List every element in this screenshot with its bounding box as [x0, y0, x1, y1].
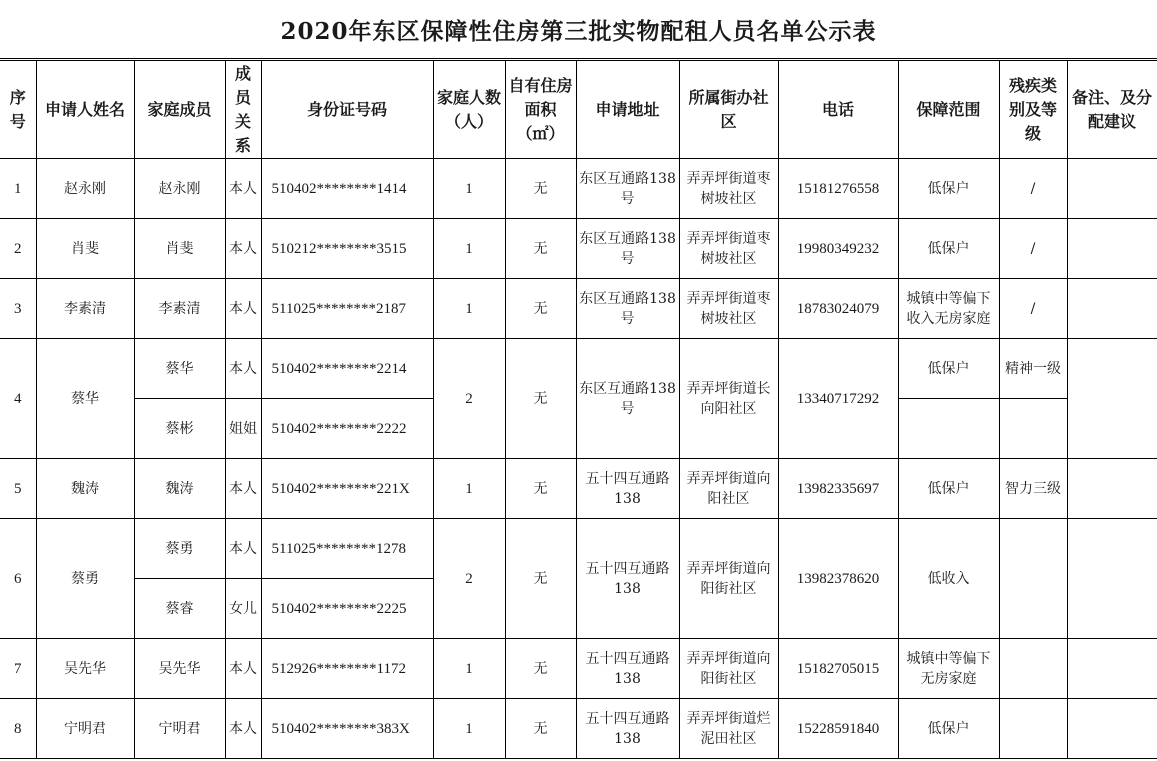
cell-count: 2 [433, 519, 505, 639]
cell-address: 五十四互通路138 [576, 639, 679, 699]
cell-community: 弄弄坪街道枣树坡社区 [679, 279, 778, 339]
cell-disability: 精神一级 [999, 339, 1067, 399]
cell-seq: 8 [0, 699, 36, 759]
cell-applicant: 魏涛 [36, 459, 134, 519]
cell-phone: 13982335697 [778, 459, 898, 519]
header-row [0, 61, 1157, 159]
cell-scope: 低保户 [898, 699, 999, 759]
cell-address: 五十四互通路138 [576, 699, 679, 759]
cell-area: 无 [505, 339, 576, 459]
cell-applicant: 宁明君 [36, 699, 134, 759]
cell-relation: 本人 [225, 639, 261, 699]
header-scope: 保障范围 [898, 61, 999, 159]
table-row [0, 279, 1157, 339]
cell-member: 吴先华 [134, 639, 225, 699]
cell-member: 蔡勇 [134, 519, 225, 579]
table-row [0, 459, 1157, 519]
header-applicant: 申请人姓名 [36, 61, 134, 159]
cell-relation: 本人 [225, 339, 261, 399]
cell-seq: 6 [0, 519, 36, 639]
cell-phone: 13982378620 [778, 519, 898, 639]
cell-member: 蔡睿 [134, 579, 225, 639]
cell-phone: 19980349232 [778, 219, 898, 279]
cell-count: 1 [433, 699, 505, 759]
cell-disability [999, 519, 1067, 639]
cell-id: 510402********2222 [261, 399, 433, 459]
cell-id: 512926********1172 [261, 639, 433, 699]
cell-member: 肖斐 [134, 219, 225, 279]
cell-scope [898, 399, 999, 459]
cell-disability [999, 399, 1067, 459]
cell-relation: 本人 [225, 519, 261, 579]
cell-phone: 15228591840 [778, 699, 898, 759]
header-id: 身份证号码 [261, 61, 433, 159]
cell-remark [1067, 279, 1157, 339]
cell-id: 510402********2225 [261, 579, 433, 639]
cell-remark [1067, 219, 1157, 279]
cell-applicant: 蔡华 [36, 339, 134, 459]
cell-applicant: 吴先华 [36, 639, 134, 699]
header-phone: 电话 [778, 61, 898, 159]
cell-community: 弄弄坪街道枣树坡社区 [679, 159, 778, 219]
cell-address: 东区互通路138号 [576, 339, 679, 459]
cell-seq: 5 [0, 459, 36, 519]
cell-area: 无 [505, 279, 576, 339]
cell-count: 1 [433, 639, 505, 699]
header-address: 申请地址 [576, 61, 679, 159]
cell-address: 五十四互通路138 [576, 519, 679, 639]
cell-address: 五十四互通路138 [576, 459, 679, 519]
cell-scope: 低保户 [898, 159, 999, 219]
cell-area: 无 [505, 219, 576, 279]
cell-remark [1067, 459, 1157, 519]
cell-scope: 城镇中等偏下无房家庭 [898, 639, 999, 699]
header-relation: 成员关系 [225, 61, 261, 159]
cell-area: 无 [505, 159, 576, 219]
cell-disability: / [999, 279, 1067, 339]
header-member: 家庭成员 [134, 61, 225, 159]
table-row [0, 639, 1157, 699]
cell-scope: 城镇中等偏下收入无房家庭 [898, 279, 999, 339]
cell-relation: 本人 [225, 699, 261, 759]
cell-relation: 本人 [225, 219, 261, 279]
cell-seq: 3 [0, 279, 36, 339]
table-row [0, 339, 1157, 399]
cell-applicant: 李素清 [36, 279, 134, 339]
roster-table [0, 60, 1157, 759]
cell-address: 东区互通路138号 [576, 279, 679, 339]
cell-seq: 4 [0, 339, 36, 459]
cell-scope: 低收入 [898, 519, 999, 639]
cell-member: 蔡华 [134, 339, 225, 399]
cell-relation: 本人 [225, 459, 261, 519]
cell-area: 无 [505, 459, 576, 519]
cell-count: 1 [433, 279, 505, 339]
cell-count: 1 [433, 219, 505, 279]
cell-seq: 1 [0, 159, 36, 219]
header-count: 家庭人数（人） [433, 61, 505, 159]
cell-remark [1067, 699, 1157, 759]
cell-id: 511025********1278 [261, 519, 433, 579]
cell-disability: / [999, 159, 1067, 219]
header-community: 所属街办社区 [679, 61, 778, 159]
cell-remark [1067, 159, 1157, 219]
cell-remark [1067, 519, 1157, 639]
header-remark: 备注、及分配建议 [1067, 61, 1157, 159]
cell-community: 弄弄坪街道烂泥田社区 [679, 699, 778, 759]
cell-applicant: 赵永刚 [36, 159, 134, 219]
table-row [0, 699, 1157, 759]
cell-id: 510402********2214 [261, 339, 433, 399]
header-disability: 残疾类别及等级 [999, 61, 1067, 159]
cell-area: 无 [505, 639, 576, 699]
cell-member: 宁明君 [134, 699, 225, 759]
cell-count: 1 [433, 159, 505, 219]
cell-remark [1067, 339, 1157, 459]
cell-community: 弄弄坪街道向阳社区 [679, 459, 778, 519]
cell-id: 511025********2187 [261, 279, 433, 339]
cell-phone: 15182705015 [778, 639, 898, 699]
cell-member: 魏涛 [134, 459, 225, 519]
cell-member: 赵永刚 [134, 159, 225, 219]
cell-disability: 智力三级 [999, 459, 1067, 519]
cell-area: 无 [505, 699, 576, 759]
cell-community: 弄弄坪街道向阳街社区 [679, 639, 778, 699]
cell-community: 弄弄坪街道向阳街社区 [679, 519, 778, 639]
cell-scope: 低保户 [898, 219, 999, 279]
cell-phone: 18783024079 [778, 279, 898, 339]
cell-member: 蔡彬 [134, 399, 225, 459]
cell-seq: 7 [0, 639, 36, 699]
table-row [0, 519, 1157, 579]
cell-area: 无 [505, 519, 576, 639]
header-seq: 序号 [0, 61, 36, 159]
cell-scope: 低保户 [898, 459, 999, 519]
cell-count: 1 [433, 459, 505, 519]
cell-applicant: 蔡勇 [36, 519, 134, 639]
cell-member: 李素清 [134, 279, 225, 339]
cell-community: 弄弄坪街道枣树坡社区 [679, 219, 778, 279]
table-body [0, 159, 1157, 759]
cell-address: 东区互通路138号 [576, 219, 679, 279]
table-row [0, 219, 1157, 279]
document-title: 2020年东区保障性住房第三批实物配租人员名单公示表 [0, 0, 1157, 59]
cell-relation: 女儿 [225, 579, 261, 639]
cell-count: 2 [433, 339, 505, 459]
cell-remark [1067, 639, 1157, 699]
cell-community: 弄弄坪街道长向阳社区 [679, 339, 778, 459]
cell-phone: 15181276558 [778, 159, 898, 219]
cell-disability: / [999, 219, 1067, 279]
header-area: 自有住房面积（㎡） [505, 61, 576, 159]
cell-relation: 本人 [225, 279, 261, 339]
cell-applicant: 肖斐 [36, 219, 134, 279]
cell-id: 510402********383X [261, 699, 433, 759]
cell-id: 510212********3515 [261, 219, 433, 279]
cell-address: 东区互通路138号 [576, 159, 679, 219]
cell-relation: 姐姐 [225, 399, 261, 459]
cell-seq: 2 [0, 219, 36, 279]
cell-disability [999, 699, 1067, 759]
table-row [0, 159, 1157, 219]
cell-relation: 本人 [225, 159, 261, 219]
cell-scope: 低保户 [898, 339, 999, 399]
cell-disability [999, 639, 1067, 699]
cell-id: 510402********1414 [261, 159, 433, 219]
cell-phone: 13340717292 [778, 339, 898, 459]
cell-id: 510402********221X [261, 459, 433, 519]
